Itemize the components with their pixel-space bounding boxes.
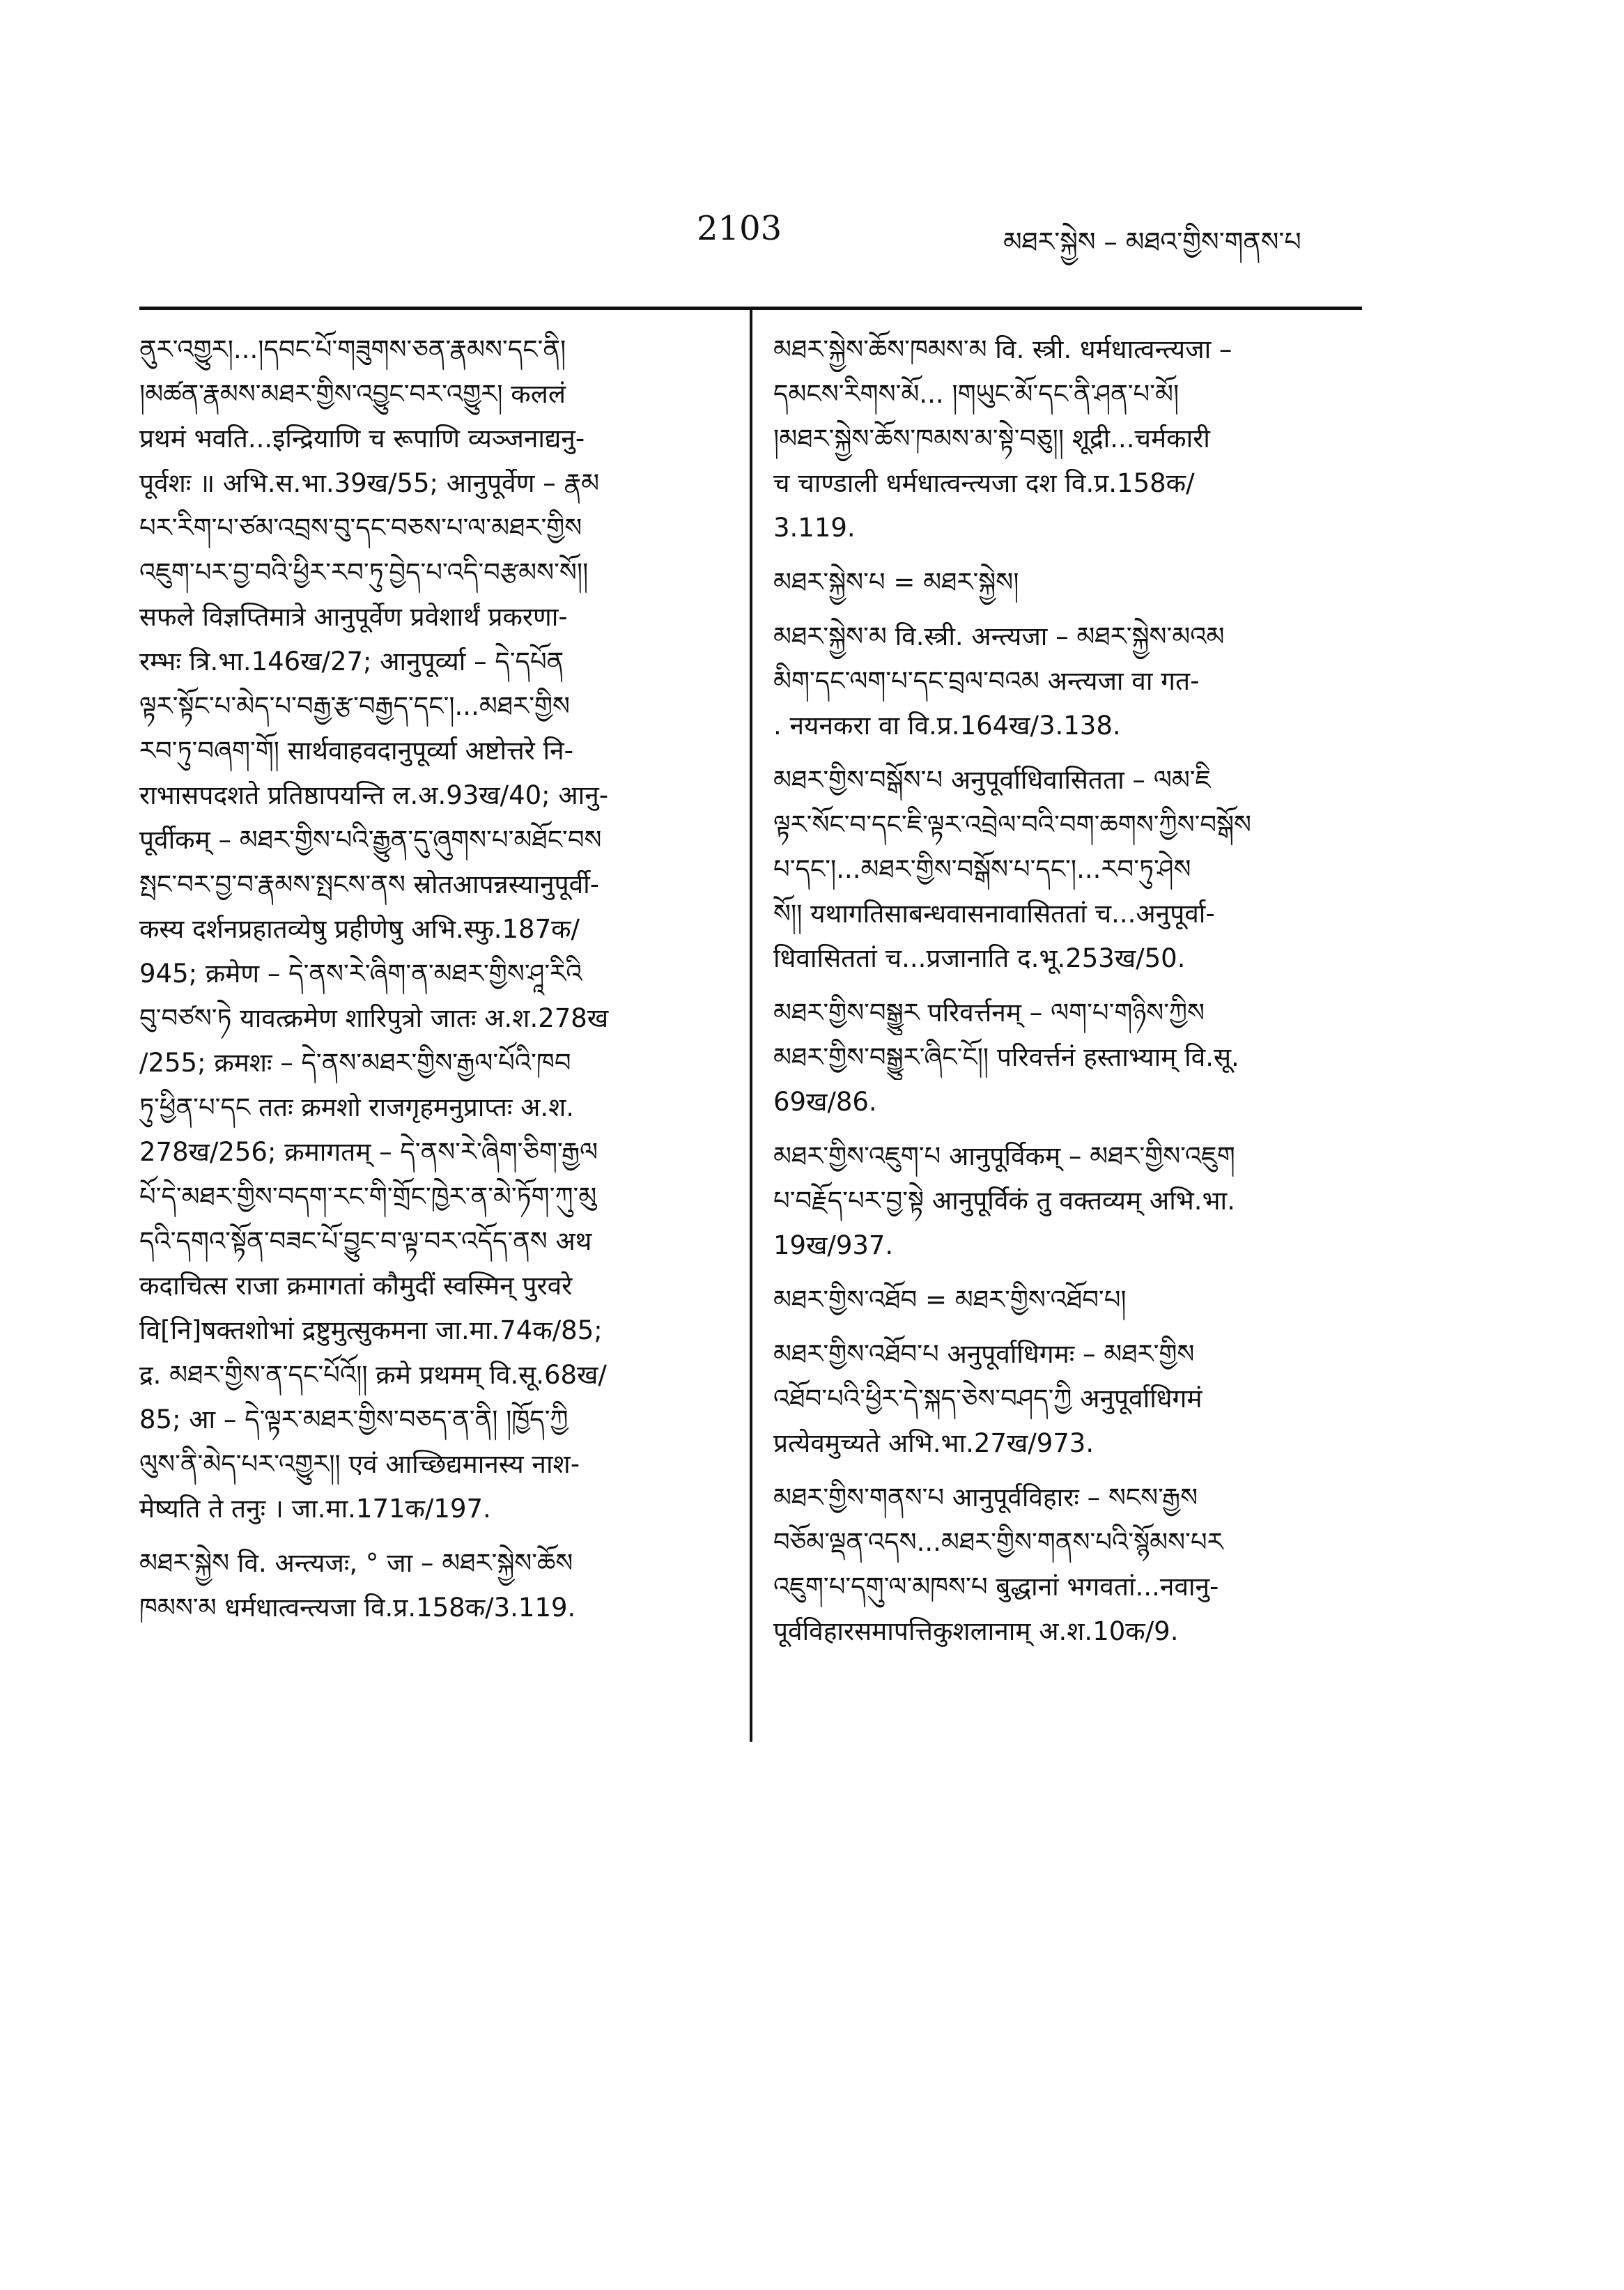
text-line: प्रथमं भवति...इन्द्रियाणि च रूपाणि व्यञ्जनाद्यनु- <box>139 424 585 454</box>
text-line: དའི་དགའ་སྟོན་བཟང་པོ་བྱུང་བ་ལྟ་བར་འདོད་ནས अथ <box>139 1226 592 1256</box>
text-line: མིག་དང་ལག་པ་དང་བྲལ་བའམ अन्त्यजा वा गत- <box>773 666 1200 696</box>
text-line: 19ख/937. <box>773 1230 894 1260</box>
text-line: མཐར་གྱིས་འཐོབ = མཐར་གྱིས་འཐོབ་པ། <box>773 1285 1127 1315</box>
entry-separator <box>773 1322 1366 1332</box>
text-line: ལུས་ནི་མེད་པར་འགྱུར།། एवं आच्छिद्यमानस्य नाश- <box>139 1449 580 1479</box>
text-line: पूर्वशः ॥ अभि.स.भा.39ख/55; आनुपूर्वेण – རྣམ <box>139 468 600 498</box>
text-line: मेष्यति ते तनुः । जा.मा.171क/197. <box>139 1494 491 1524</box>
text-line: ཏུ་ཕྱིན་པ་དང ततः क्रमशो राजगृहमनुप्राप्तः अ.श. <box>139 1092 575 1122</box>
text-line: कस्य दर्शनप्रहातव्येषु प्रहीणेषु अभि.स्फु.187क/ <box>139 914 580 944</box>
text-line: कदाचित्स राजा क्रमागतां कौमुदीं स्वस्मिन् पुरवरे <box>139 1271 573 1301</box>
text-line: མཐར་གྱིས་གནས་པ आनुपूर्वविहारः – སངས་རྒྱས <box>773 1483 1198 1513</box>
text-line: པ་བརྗོད་པར་བྱ་སྟེ आनुपूर्विकं तु वक्तव्यम् अभि.भा. <box>773 1186 1235 1216</box>
right-column <box>773 327 1366 1654</box>
text-line: रम्भः त्रि.भा.146ख/27; आनुपूर्व्या – དེ་དཔོན <box>139 647 564 676</box>
text-line: མཐར་སྐྱེས वि. अन्त्यजः, ° जा – མཐར་སྐྱེས་ཆོས <box>139 1548 573 1578</box>
text-line: སོ།། यथागतिसाबन्धवासनावासिततां च...अनुपूर्वा- <box>773 899 1215 929</box>
text-line: པར་རིག་པ་ཙམ་འབྲས་བུ་དང་བཅས་པ་ལ་མཐར་གྱིས <box>139 513 582 543</box>
text-line: 945; क्रमेण – དེ་ནས་རེ་ཞིག་ན་མཐར་གྱིས་ཤཱ་རིའི <box>139 959 582 989</box>
text-line: དམངས་རིགས་མོ... །གཡུང་མོ་དང་ནི་ཤན་པ་མོ། <box>773 379 1180 409</box>
running-head: མཐར་སྐྱེས – མཐའ་གྱིས་གནས་པ <box>1003 226 1301 257</box>
text-line: 3.119. <box>773 513 856 543</box>
entry-separator <box>139 1531 718 1541</box>
text-line: སྤང་བར་བྱ་བ་རྣམས་སྤངས་ནས स्रोतआपन्नस्यानुपूर्वी- <box>139 869 600 899</box>
text-line: མཐར་གྱིས་བསྒྱུར परिवर्त्तनम् – ལག་པ་གཉིས་ཀྱིས <box>773 998 1205 1028</box>
entry-separator <box>773 981 1366 991</box>
text-line: धिवासिततां च...प्रजानाति द.भू.253ख/50. <box>773 943 1186 973</box>
text-line: ནུར་འགྱུར།...།དབང་པོ་གཟུགས་ཅན་རྣམས་དང་ནི། <box>139 334 566 364</box>
entry-separator <box>773 1124 1366 1134</box>
text-line: ལྟར་སྟོང་པ་མེད་པ་བརྒྱ་རྩ་བརྒྱད་དང་།...མཐར་གྱིས <box>139 691 570 721</box>
text-line: བུ་བཙས་ཏེ यावत्क्रमेण शारिपुत्रो जातः अ.श.278ख <box>139 1003 609 1033</box>
text-line: द्र. མཐར་གྱིས་ན་དང་པོའོ།། क्रमे प्रथमम् वि.सू.68ख/ <box>139 1360 607 1390</box>
text-line: 85; आ – དེ་ལྟར་མཐར་གྱིས་བཅད་ན་ནི། །ཁྱོད་ཀྱི <box>139 1405 569 1434</box>
text-line: འཐོབ་པའི་ཕྱིར་དེ་སྐད་ཅེས་བཤད་ཀྱི अनुपूर्वाधिगमं <box>773 1384 1202 1414</box>
text-line: ཁམས་མ धर्मधात्वन्त्यजा वि.प्र.158क/3.119. <box>139 1593 576 1623</box>
entry-separator <box>773 550 1366 560</box>
entry-separator <box>773 1466 1366 1476</box>
entry-separator <box>773 1268 1366 1278</box>
page-number: 2103 <box>697 209 782 248</box>
text-line: མཐར་གྱིས་འཐོབ་པ अनुपूर्वाधिगमः – མཐར་གྱིས <box>773 1339 1195 1369</box>
text-line: མཐར་གྱིས་བསྒྱུར་ཞིང་ངོ།། परिवर्त्तनं हस्ताभ्याम् वि.सू. <box>773 1042 1239 1072</box>
text-line: पूर्वविहारसमापत्तिकुशलानाम् अ.श.10क/9. <box>773 1616 1179 1646</box>
text-line: །མཚན་རྣམས་མཐར་གྱིས་འབྱུང་བར་འགྱུར། कललं <box>139 379 566 409</box>
column-divider <box>750 310 752 1742</box>
text-line: པ་དང་།...མཐར་གྱིས་བསྒོས་པ་དང་།...རབ་ཏུ་ཤེས <box>773 854 1191 884</box>
text-line: འཇུག་པར་བྱ་བའི་ཕྱིར་རབ་ཏུ་བྱེད་པ་འདི་བརྩམས་སོ།། <box>139 557 589 587</box>
text-line: མཐར་སྐྱེས་པ = མཐར་སྐྱེས། <box>773 567 1019 597</box>
text-line: /255; क्रमशः – དེ་ནས་མཐར་གྱིས་རྒྱལ་པོའི་ཁབ <box>139 1048 571 1078</box>
entry-separator <box>773 748 1366 758</box>
text-line: प्रत्येवमुच्यते अभि.भा.27ख/973. <box>773 1428 1095 1458</box>
text-line: འཇུག་པ་དགུ་ལ་མཁས་པ बुद्धानां भगवतां...नवानु- <box>773 1572 1219 1602</box>
text-line: །མཐར་སྐྱེས་ཆོས་ཁམས་མ་སྟེ་བཅུ།། शूद्री...चर्मकारी <box>773 424 1210 454</box>
left-column <box>139 327 718 1630</box>
text-line: པོ་དེ་མཐར་གྱིས་བདག་རང་གི་གྲོང་ཁྱེར་ན་མེ་ཏོག་ཀུ་མུ <box>139 1182 597 1212</box>
text-line: पूर्वीकम् – མཐར་གྱིས་པའི་རྒྱུན་དུ་ཞུགས་པ་མཐོང་བས <box>139 825 602 855</box>
text-line: མཐར་སྐྱེས་ཆོས་ཁམས་མ वि. स्त्री. धर्मधात्वन्त्यजा – <box>773 334 1232 364</box>
text-line: सफले विज्ञप्तिमात्रे आनुपूर्वेण प्रवेशार्थं प्रकरणा- <box>139 602 568 632</box>
text-line: རབ་ཏུ་བཞག་གོ། सार्थवाहवदानुपूर्व्या अष्टोत्तरे नि- <box>139 736 574 766</box>
text-line: राभासपदशते प्रतिष्ठापयन्ति ल.अ.93ख/40; आनु- <box>139 780 609 810</box>
text-line: 69ख/86. <box>773 1087 877 1117</box>
text-line: མཐར་སྐྱེས་མ वि.स्त्री. अन्त्यजा – མཐར་སྐྱེས་མའམ <box>773 621 1225 651</box>
text-line: वि[नि]षक्तशोभां द्रष्टुमुत्सुकमना जा.मा.74क/85; <box>139 1315 603 1345</box>
entry-separator <box>773 605 1366 614</box>
text-line: མཐར་གྱིས་བསྒོས་པ अनुपूर्वाधिवासितता – ལམ་ཇི <box>773 765 1212 795</box>
text-line: च चाण्डाली धर्मधात्वन्त्यजा दश वि.प्र.158क/ <box>773 468 1195 498</box>
text-line: . नयनकरा वा वि.प्र.164ख/3.138. <box>773 711 1121 741</box>
text-line: ལྟར་སོང་བ་དང་ཇི་ལྟར་འབྲེལ་བའི་བག་ཆགས་ཀྱིས་བསྒོས <box>773 810 1252 840</box>
text-line: མཐར་གྱིས་འཇུག་པ आनुपूर्विकम् – མཐར་གྱིས་འཇུག <box>773 1141 1235 1171</box>
text-line: 278ख/256; क्रमागतम् – དེ་ནས་རེ་ཞིག་ཅིག་རྒྱལ <box>139 1137 598 1167</box>
text-line: བཅོམ་ལྡན་འདས...མཐར་གྱིས་གནས་པའི་སྙོམས་པར <box>773 1527 1223 1557</box>
